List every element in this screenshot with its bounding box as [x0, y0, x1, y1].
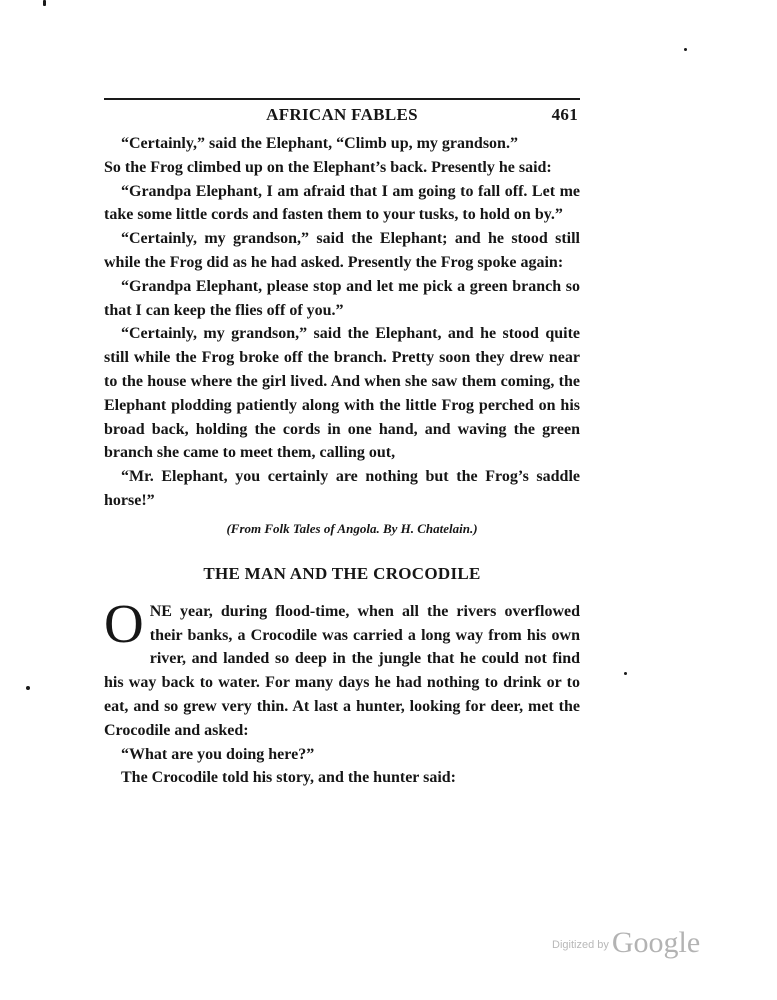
running-header [104, 100, 580, 130]
paragraph: “Grandpa Elephant, please stop and let me pick a green branch so that I can keep the flies off of you.” [104, 277, 580, 319]
google-watermark [552, 920, 700, 960]
story-quote: “What are you doing here?” [121, 745, 315, 763]
story-first-paragraph [104, 592, 580, 743]
paragraph: “Certainly,” said the Elephant, “Climb up, my grandson.” [121, 135, 518, 152]
paragraph: “Grandpa Elephant, I am afraid that I am going to fall off. Let me take some little cords and fasten them to your tusks, to hold on by.” [104, 182, 580, 224]
page-speck [624, 672, 627, 675]
story-last-line: The Crocodile told his story, and the hunter said: [121, 769, 457, 787]
page-speck [43, 0, 46, 6]
page-speck [684, 48, 687, 51]
source-citation: (From Folk Tales of Angola. By H. Chatelain.) [226, 520, 478, 536]
section-title: THE MAN AND THE CROCODILE [203, 563, 481, 583]
paragraph: “Certainly, my grandson,” said the Elephant, and he stood quite still while the Frog broke off the branch. Pretty soon they drew near to the house where the girl lived. And when she saw them coming, the Elephant plodding patiently along with the little Frog perched on his broad back, holding the cords in one hand, and waving the green branch she came to meet them, calling out, [104, 325, 580, 462]
drop-cap: O [104, 592, 144, 654]
story-body [104, 592, 580, 790]
google-logo: Google [611, 926, 701, 959]
story-first-paragraph-text: NE year, during flood-time, when all the rivers overflowed their banks, a Crocodile was carried a long way from his own river, and landed so deep in the jungle that he could not find his way back to water. For many days he had nothing to drink or to eat, and so grew very thin. At last a hunter, looking for deer, met the Crocodile and asked: [104, 602, 580, 739]
book-page [104, 98, 580, 790]
page-number: 461 [551, 105, 578, 124]
paragraph: “Certainly, my grandson,” said the Elephant; and he stood still while the Frog did as he had asked. Presently the Frog spoke again: [104, 230, 580, 271]
page-speck [26, 686, 30, 690]
body-text [104, 132, 580, 513]
running-title: AFRICAN FABLES [266, 105, 418, 124]
digitized-by-label: Digitized by [552, 939, 609, 951]
paragraph: So the Frog climbed up on the Elephant’s back. Presently he said: [104, 158, 552, 176]
paragraph: “Mr. Elephant, you certainly are nothing but the Frog’s saddle horse!” [104, 468, 580, 509]
